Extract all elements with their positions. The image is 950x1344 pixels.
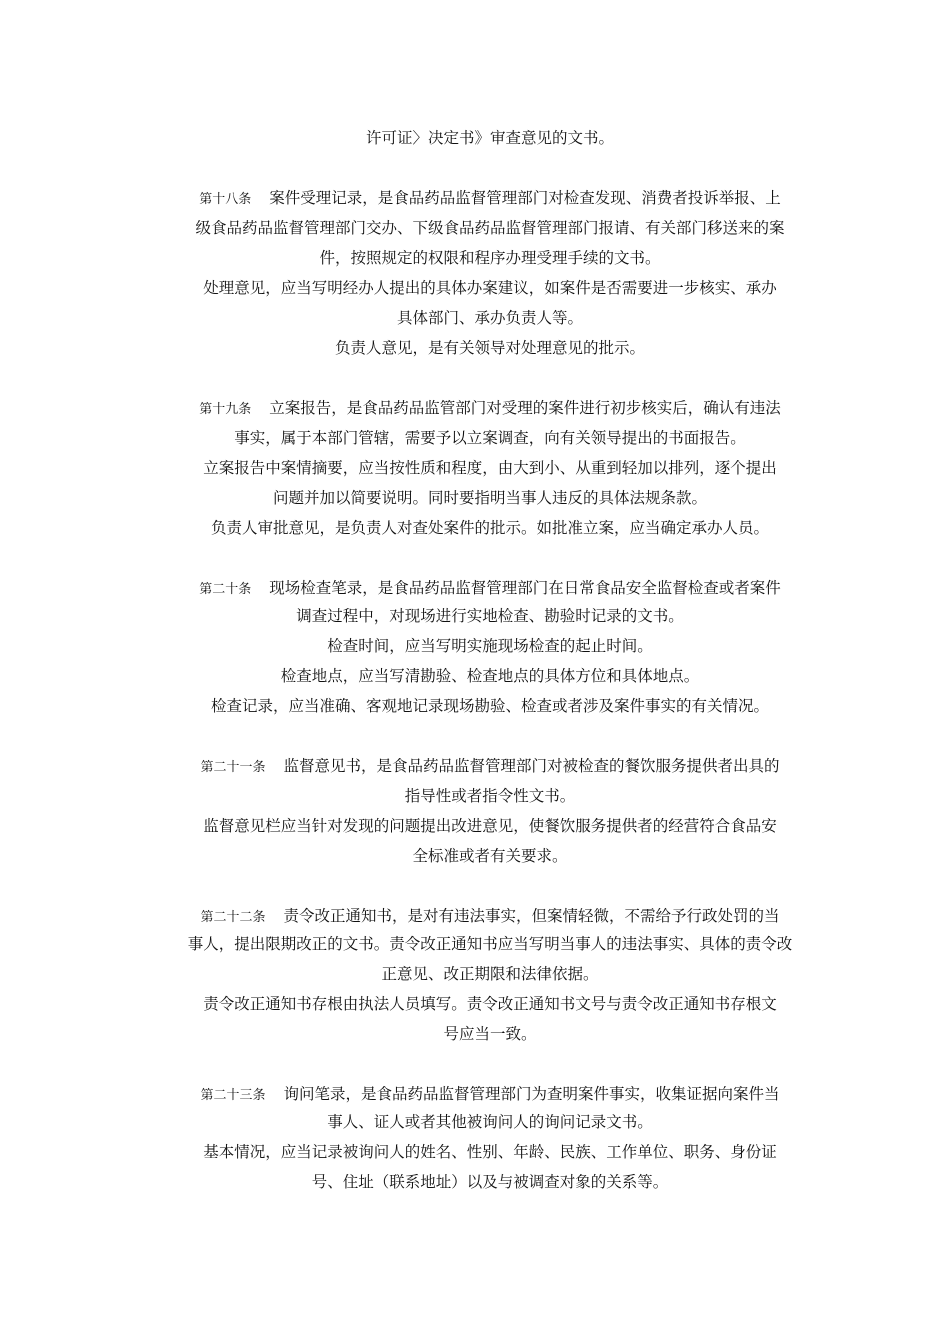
article-22-line-5: 号应当一致。 xyxy=(443,1025,537,1043)
article-20-line-4: 检查地点，应当写清勘验、检查地点的具体方位和具体地点。 xyxy=(280,667,700,685)
article-22-line-2: 事人，提出限期改正的文书。责令改正通知书应当写明当事人的违法事实、具体的责令改 xyxy=(187,935,793,953)
article-22-line-4: 责令改正通知书存根由执法人员填写。责令改正通知书文号与责令改正通知书存根文 xyxy=(203,995,777,1013)
article-23-line-1 xyxy=(150,1084,830,1106)
article-23-number: 第二十三条 xyxy=(200,1088,266,1103)
article-21-line-4: 全标准或者有关要求。 xyxy=(412,847,568,865)
intro-line: 许可证〉决定书》审查意见的文书。 xyxy=(365,129,614,147)
article-18-line-1 xyxy=(150,188,830,210)
article-20-text-1: 现场检查笔录，是食品药品监督管理部门在日常食品安全监督检查或者案件 xyxy=(269,579,781,597)
article-18-line-5: 具体部门、承办负责人等。 xyxy=(396,309,583,327)
article-23-line-3: 基本情况，应当记录被询问人的姓名、性别、年龄、民族、工作单位、职务、身份证 xyxy=(203,1143,777,1161)
article-19-number: 第十九条 xyxy=(199,402,252,417)
article-18-line-6: 负责人意见，是有关领导对处理意见的批示。 xyxy=(334,339,645,357)
article-18-line-2: 级食品药品监督管理部门交办、下级食品药品监督管理部门报请、有关部门移送来的案 xyxy=(195,219,785,237)
article-19-line-1 xyxy=(150,398,830,420)
article-21-text-1: 监督意见书，是食品药品监督管理部门对被检查的餐饮服务提供者出具的 xyxy=(283,757,780,775)
article-21-line-1 xyxy=(150,756,830,778)
article-20-line-2: 调查过程中，对现场进行实地检查、勘验时记录的文书。 xyxy=(296,607,684,625)
article-18-line-4: 处理意见，应当写明经办人提出的具体办案建议，如案件是否需要进一步核实、承办 xyxy=(203,279,777,297)
article-20-line-3: 检查时间，应当写明实施现场检查的起止时间。 xyxy=(327,637,653,655)
article-22-text-1: 责令改正通知书，是对有违法事实，但案情轻微，不需给予行政处罚的当 xyxy=(283,907,780,925)
article-23-text-1: 询问笔录，是食品药品监督管理部门为查明案件事实，收集证据向案件当 xyxy=(283,1085,780,1103)
article-21-number: 第二十一条 xyxy=(200,760,266,775)
article-23-line-4: 号、住址（联系地址）以及与被调查对象的关系等。 xyxy=(311,1173,669,1191)
article-18-number: 第十八条 xyxy=(199,192,252,207)
article-19-line-5: 负责人审批意见，是负责人对查处案件的批示。如批准立案，应当确定承办人员。 xyxy=(210,519,769,537)
article-19-line-3: 立案报告中案情摘要，应当按性质和程度，由大到小、从重到轻加以排列，逐个提出 xyxy=(203,459,777,477)
article-20-number: 第二十条 xyxy=(199,582,252,597)
article-20-line-1 xyxy=(150,578,830,600)
article-21-line-2: 指导性或者指令性文书。 xyxy=(404,787,576,805)
article-22-line-1 xyxy=(150,906,830,928)
article-22-number: 第二十二条 xyxy=(200,910,266,925)
article-18-line-3: 件，按照规定的权限和程序办理受理手续的文书。 xyxy=(319,249,661,267)
article-20-line-5: 检查记录，应当准确、客观地记录现场勘验、检查或者涉及案件事实的有关情况。 xyxy=(210,697,769,715)
article-19-line-2: 事实，属于本部门管辖，需要予以立案调查，向有关领导提出的书面报告。 xyxy=(234,429,746,447)
article-21-line-3: 监督意见栏应当针对发现的问题提出改进意见，使餐饮服务提供者的经营符合食品安 xyxy=(203,817,777,835)
article-22-line-3: 正意见、改正期限和法律依据。 xyxy=(381,965,599,983)
article-18-text-1: 案件受理记录，是食品药品监督管理部门对检查发现、消费者投诉举报、上 xyxy=(269,189,781,207)
article-19-text-1: 立案报告，是食品药品监管部门对受理的案件进行初步核实后，确认有违法 xyxy=(269,399,781,417)
article-23-line-2: 事人、证人或者其他被询问人的询问记录文书。 xyxy=(327,1113,653,1131)
article-19-line-4: 问题并加以简要说明。同时要指明当事人违反的具体法规条款。 xyxy=(272,489,707,507)
